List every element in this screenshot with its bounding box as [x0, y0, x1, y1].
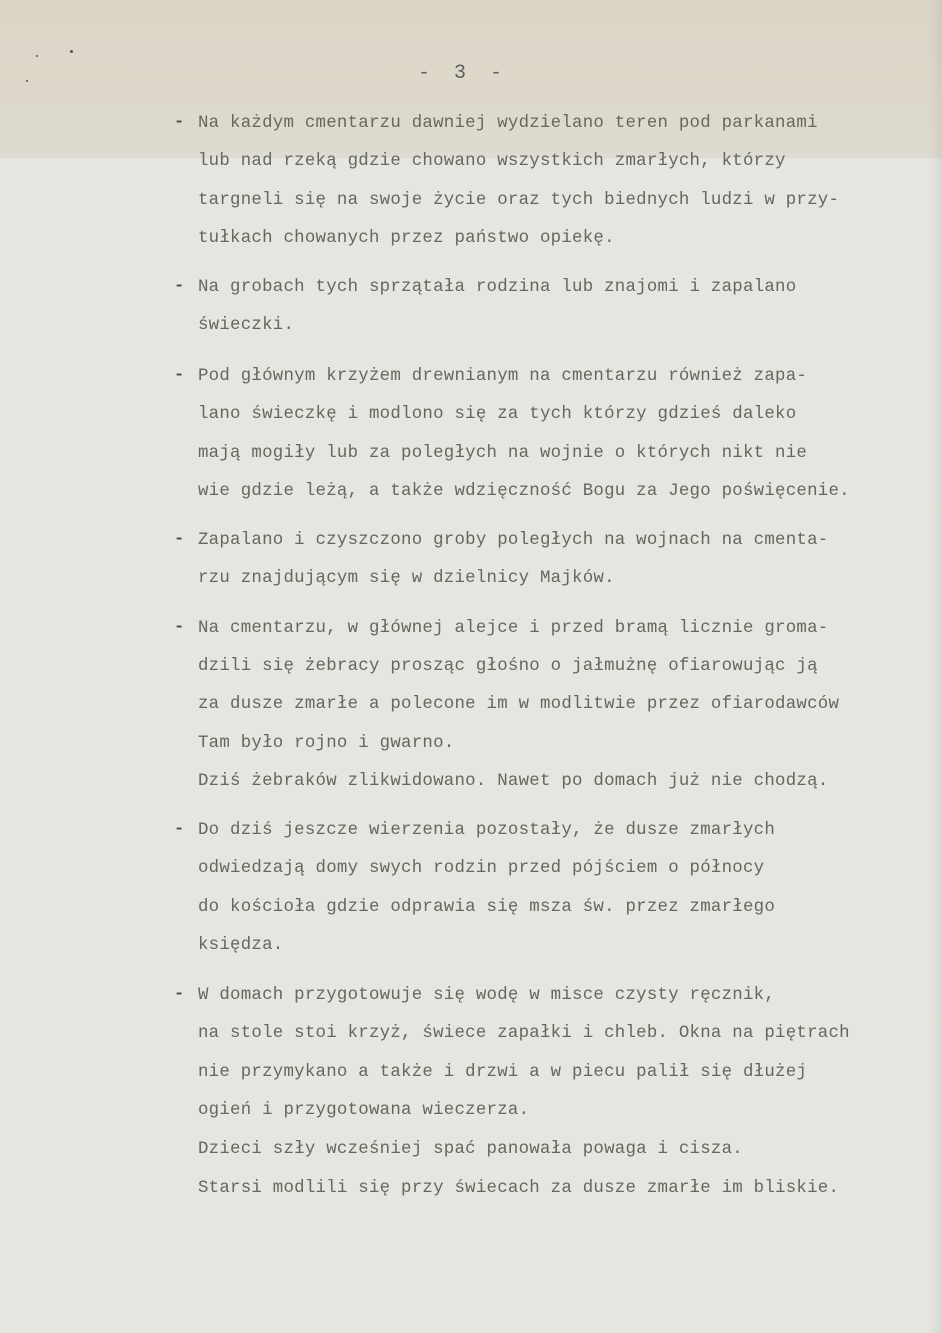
text-line: dzili się żebracy prosząc głośno o jałmużnę ofiarowując ją — [198, 657, 818, 676]
text-line: Na grobach tych sprzątała rodzina lub znajomi i zapalano — [198, 278, 797, 297]
text-line: lub nad rzeką gdzie chowano wszystkich zmarłych, którzy — [198, 152, 786, 171]
text-line: za dusze zmarłe a polecone im w modlitwie przez ofiarodawców — [198, 695, 840, 714]
text-line: księdza. — [198, 936, 284, 955]
text-line: mają mogiły lub za poległych na wojnie o których nikt nie — [198, 444, 808, 463]
paper-speck — [26, 80, 28, 82]
text-line: Pod głównym krzyżem drewnianym na cmentarzu również zapa- — [198, 367, 808, 386]
bullet-dash: - — [174, 277, 185, 296]
text-line: lano świeczkę i modlono się za tych którzy gdzieś daleko — [198, 405, 797, 424]
text-line: Zapalano i czyszczono groby poległych na wojnach na cmenta- — [198, 531, 829, 550]
text-line: do kościoła gdzie odprawia się msza św. przez zmarłego — [198, 898, 776, 917]
paper-speck — [70, 50, 73, 53]
text-line: ogień i przygotowana wieczerza. — [198, 1101, 530, 1120]
bullet-dash: - — [174, 113, 185, 132]
paper-edge-shadow — [928, 0, 942, 1333]
text-line: W domach przygotowuje się wodę w misce czysty ręcznik, — [198, 986, 776, 1005]
text-line: Tam było rojno i gwarno. — [198, 734, 455, 753]
bullet-dash: - — [174, 530, 185, 549]
bullet-dash: - — [174, 618, 185, 637]
bullet-dash: - — [174, 820, 185, 839]
text-line: świeczki. — [198, 316, 295, 335]
text-line: na stole stoi krzyż, świece zapałki i chleb. Okna na piętrach — [198, 1024, 850, 1043]
text-line: targneli się na swoje życie oraz tych biednych ludzi w przy- — [198, 191, 840, 210]
text-line: Dziś żebraków zlikwidowano. Nawet po domach już nie chodzą. — [198, 772, 829, 791]
text-line: tułkach chowanych przez państwo opiekę. — [198, 229, 615, 248]
text-line: Na cmentarzu, w głównej alejce i przed bramą licznie groma- — [198, 619, 829, 638]
text-line: Do dziś jeszcze wierzenia pozostały, że dusze zmarłych — [198, 821, 776, 840]
text-line: Dzieci szły wcześniej spać panowała powaga i cisza. — [198, 1140, 743, 1159]
text-line: rzu znajdującym się w dzielnicy Majków. — [198, 569, 615, 588]
text-line: Na każdym cmentarzu dawniej wydzielano teren pod parkanami — [198, 114, 818, 133]
text-line: nie przymykano a także i drzwi a w piecu palił się dłużej — [198, 1063, 808, 1082]
text-line: odwiedzają domy swych rodzin przed pójściem o północy — [198, 859, 765, 878]
paper-speck — [36, 55, 38, 57]
bullet-dash: - — [174, 366, 185, 385]
bullet-dash: - — [174, 985, 185, 1004]
text-line: Starsi modlili się przy świecach za dusze zmarłe im bliskie. — [198, 1179, 840, 1198]
page-number: - 3 - — [418, 62, 509, 85]
text-line: wie gdzie leżą, a także wdzięczność Bogu za Jego poświęcenie. — [198, 482, 850, 501]
